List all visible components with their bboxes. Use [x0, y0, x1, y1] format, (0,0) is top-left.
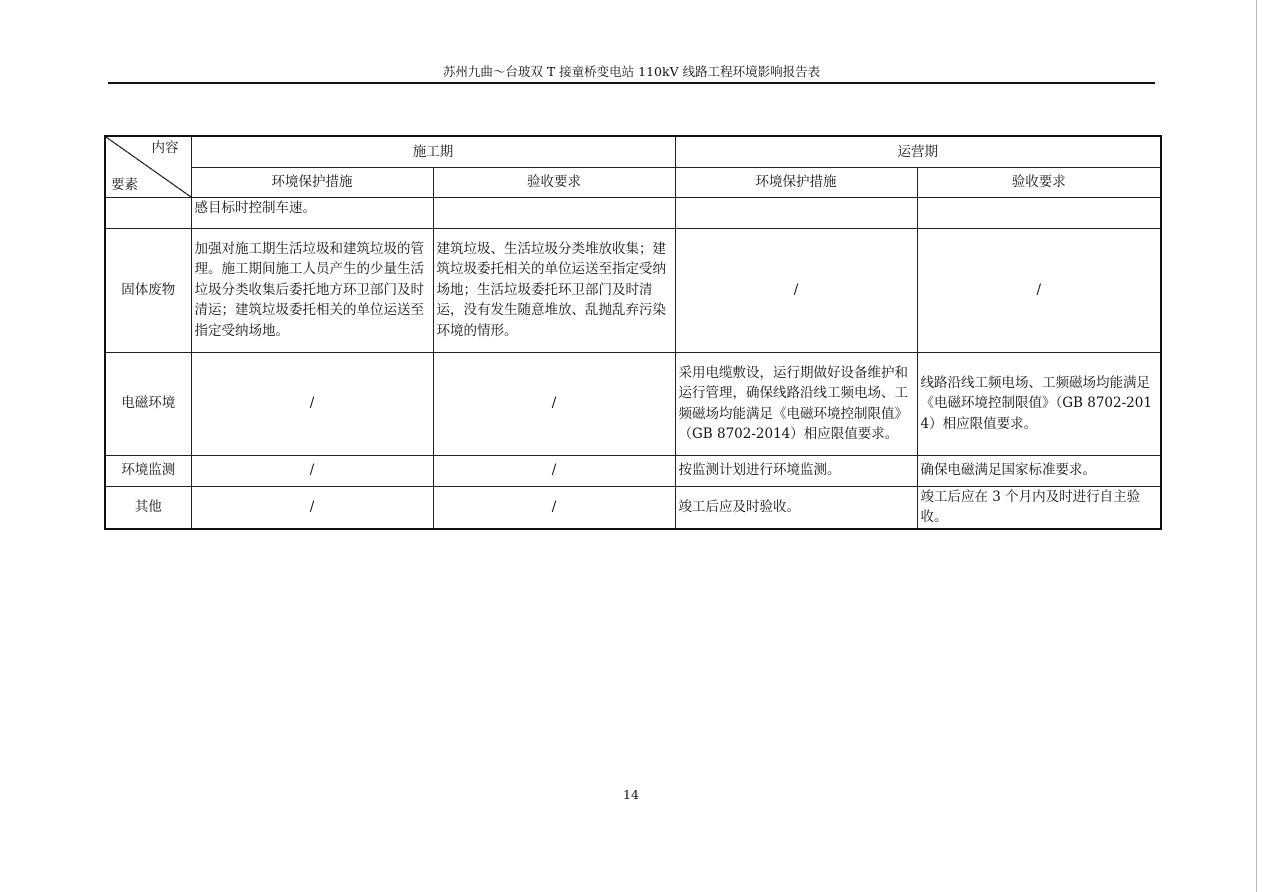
corner-label-content: 内容 — [151, 140, 179, 156]
operation-acceptance-cell: / — [917, 228, 1161, 352]
construction-acceptance-cell — [433, 197, 675, 228]
table-row — [105, 197, 1161, 228]
construction-measures-cell: / — [191, 352, 433, 455]
operation-measures-cell: 采用电缆敷设，运行期做好设备维护和运行管理，确保线路沿线工频电场、工频磁场均能满足《电磁环境控制限值》（GB 8702-2014）相应限值要求。 — [675, 352, 917, 455]
table-row — [105, 486, 1161, 529]
subheader-construction-acceptance: 验收要求 — [433, 167, 675, 197]
operation-measures-cell — [675, 197, 917, 228]
operation-acceptance-cell: 竣工后应在 3 个月内及时进行自主验收。 — [917, 486, 1161, 529]
row-element-cell: 固体废物 — [105, 228, 191, 352]
table-row — [105, 455, 1161, 486]
row-element-cell: 环境监测 — [105, 455, 191, 486]
operation-acceptance-cell: 确保电磁满足国家标准要求。 — [917, 455, 1161, 486]
construction-acceptance-cell: 建筑垃圾、生活垃圾分类堆放收集；建筑垃圾委托相关的单位运送至指定受纳场地；生活垃圾委托环卫部门及时清运，没有发生随意堆放、乱抛乱弃污染环境的情形。 — [433, 228, 675, 352]
phase-header-operation: 运营期 — [675, 136, 1161, 167]
table-header-row-phase — [105, 136, 1161, 167]
page-number: 14 — [623, 787, 639, 802]
phase-header-construction: 施工期 — [191, 136, 675, 167]
construction-measures-cell: 加强对施工期生活垃圾和建筑垃圾的管理。施工期间施工人员产生的少量生活垃圾分类收集后委托地方环卫部门及时清运；建筑垃圾委托相关的单位运送至指定受纳场地。 — [191, 228, 433, 352]
header-rule — [108, 82, 1155, 84]
operation-measures-cell: 竣工后应及时验收。 — [675, 486, 917, 529]
construction-acceptance-cell: / — [433, 455, 675, 486]
table-row — [105, 228, 1161, 352]
row-element-cell: 电磁环境 — [105, 352, 191, 455]
subheader-operation-measures: 环境保护措施 — [675, 167, 917, 197]
construction-measures-cell: 感目标时控制车速。 — [191, 197, 433, 228]
construction-measures-cell: / — [191, 486, 433, 529]
document-header-title: 苏州九曲～台玻双 T 接童桥变电站 110kV 线路工程环境影响报告表 — [442, 64, 821, 79]
page-edge — [1256, 0, 1257, 892]
row-element-cell: 其他 — [105, 486, 191, 529]
operation-acceptance-cell — [917, 197, 1161, 228]
corner-label-element: 要素 — [111, 177, 138, 193]
row-element-cell — [105, 197, 191, 228]
construction-acceptance-cell: / — [433, 486, 675, 529]
table-header-row-sub — [105, 167, 1161, 197]
operation-measures-cell: / — [675, 228, 917, 352]
construction-acceptance-cell: / — [433, 352, 675, 455]
corner-header-cell — [105, 136, 191, 197]
subheader-operation-acceptance: 验收要求 — [917, 167, 1161, 197]
construction-measures-cell: / — [191, 455, 433, 486]
table-row — [105, 352, 1161, 455]
requirements-table — [104, 135, 1162, 530]
subheader-construction-measures: 环境保护措施 — [191, 167, 433, 197]
operation-measures-cell: 按监测计划进行环境监测。 — [675, 455, 917, 486]
operation-acceptance-cell: 线路沿线工频电场、工频磁场均能满足《电磁环境控制限值》（GB 8702-2014）相应限值要求。 — [917, 352, 1161, 455]
